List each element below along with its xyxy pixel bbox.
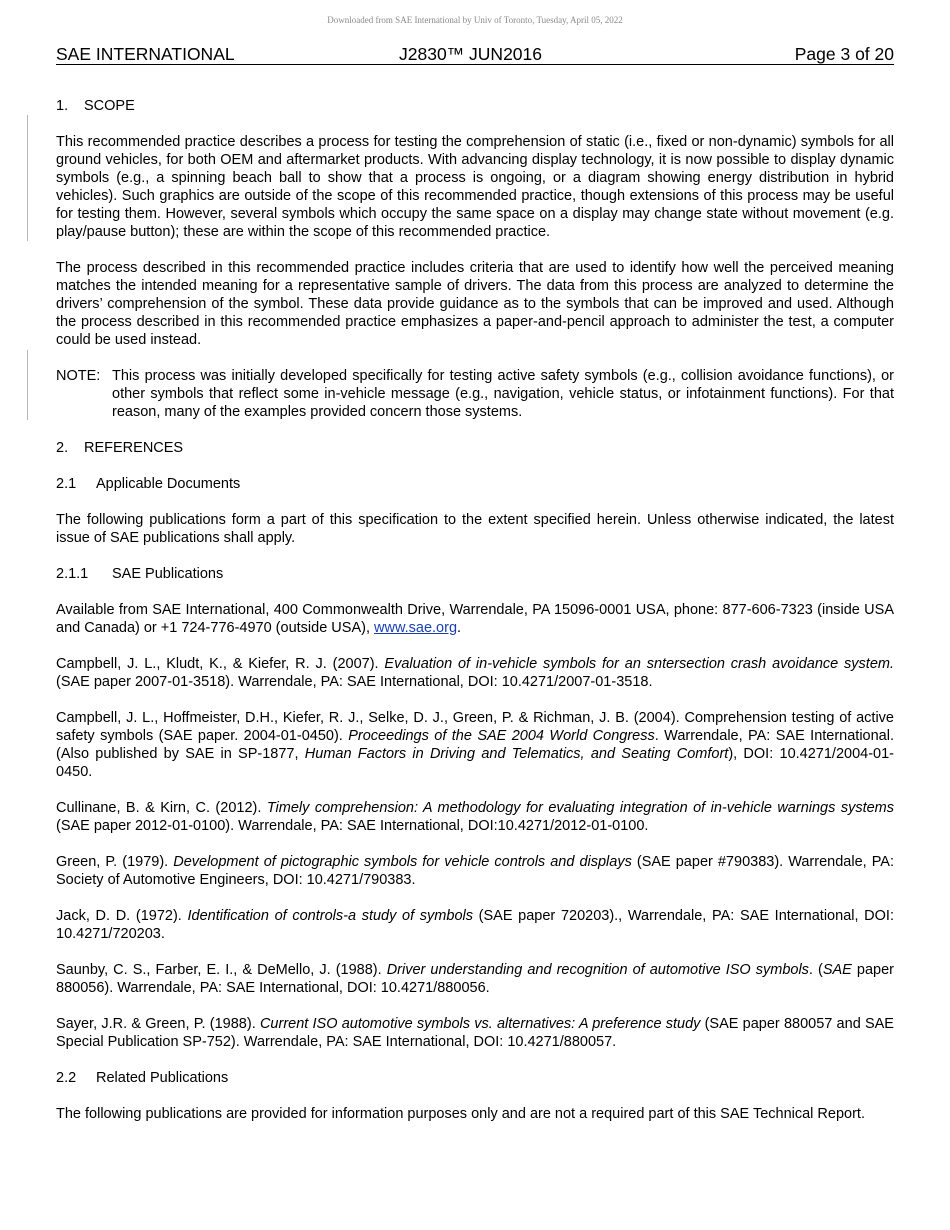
- reference-title: Identification of controls-a study of symbols: [187, 908, 473, 924]
- note-text: This process was initially developed specifically for testing active safety symbols (e.g., collision avoidance functions), or other symbols that reflect some in-vehicle message (e.g., navigation, vehicle status, or infotainment functions). For that reason, many of the examples provided concern those systems.: [112, 368, 894, 420]
- section-heading-scope: [56, 97, 894, 115]
- section-heading-related-publications: [56, 1069, 894, 1087]
- note-block: [56, 367, 894, 421]
- section-number: 2.1.1: [56, 566, 89, 582]
- document-body: [56, 97, 894, 1141]
- section-title: REFERENCES: [84, 440, 184, 456]
- section-title: SCOPE: [84, 98, 135, 114]
- reference-item: Cullinane, B. & Kirn, C. (2012). Timely comprehension: A methodology for evaluating integration of in-vehicle warnings systems (SAE paper 2012-01-0100). Warrendale, PA: SAE International, DOI:10.4271/2012-01-0100.: [56, 800, 894, 834]
- reference-title: SAE: [822, 962, 852, 978]
- sae-website-link[interactable]: www.sae.org: [374, 620, 458, 636]
- reference-title: Timely comprehension: A methodology for evaluating integration of in-vehicle warnings systems: [266, 800, 894, 816]
- reference-title: Evaluation of in-vehicle symbols for an sntersection crash avoidance system.: [384, 656, 894, 672]
- reference-title: Proceedings of the SAE 2004 World Congress: [348, 728, 655, 744]
- scope-paragraph-1: This recommended practice describes a process for testing the comprehension of static (i.e., fixed or non-dynamic) symbols for all ground vehicles, for both OEM and aftermarket products. With advancing display technology, it is now possible to display dynamic symbols (e.g., a spinning beach ball to show that a process is ongoing, or a diagram showing energy distribution in hybrid vehicles). Such graphics are outside of the scope of this recommended practice, though extensions of this process may be useful for testing them. However, several symbols which occupy the same space on a display may change state without movement (e.g. play/pause button); these are within the scope of this recommended practice.: [56, 134, 894, 240]
- change-bar: [27, 350, 28, 420]
- reference-item: Campbell, J. L., Kludt, K., & Kiefer, R. J. (2007). Evaluation of in-vehicle symbols for an sntersection crash avoidance system. (SAE paper 2007-01-3518). Warrendale, PA: SAE International, DOI: 10.4271/2007-01-3518.: [56, 656, 894, 690]
- reference-item: Saunby, C. S., Farber, E. I., & DeMello, J. (1988). Driver understanding and recognition of automotive ISO symbols. (SAE paper 880056). Warrendale, PA: SAE International, DOI: 10.4271/880056.: [56, 962, 894, 996]
- applicable-documents-text: The following publications form a part of this specification to the extent specified herein. Unless otherwise indicated, the latest issue of SAE publications shall apply.: [56, 512, 894, 546]
- section-number: 1.: [56, 98, 69, 114]
- section-number: 2.: [56, 440, 69, 456]
- section-number: 2.1: [56, 476, 77, 492]
- header-page-number: Page 3 of 20: [794, 44, 894, 64]
- reference-title: Current ISO automotive symbols vs. alternatives: A preference study: [259, 1016, 701, 1032]
- availability-text: Available from SAE International, 400 Commonwealth Drive, Warrendale, PA 15096-0001 USA, phone: 877-606-7323 (inside USA and Canada) or +1 724-776-4970 (outside USA),: [56, 602, 894, 636]
- reference-item: Green, P. (1979). Development of pictographic symbols for vehicle controls and displays (SAE paper #790383). Warrendale, PA: Society of Automotive Engineers, DOI: 10.4271/790383.: [56, 854, 894, 888]
- section-heading-applicable-documents: [56, 475, 894, 493]
- reference-item: Sayer, J.R. & Green, P. (1988). Current ISO automotive symbols vs. alternatives: A preference study (SAE paper 880057 and SAE Special Publication SP-752). Warrendale, PA: SAE International, DOI: 10.4271/880057.: [56, 1016, 894, 1050]
- related-publications-text: The following publications are provided for information purposes only and are not a required part of this SAE Technical Report.: [56, 1106, 865, 1122]
- section-title: SAE Publications: [112, 566, 224, 582]
- reference-item: Jack, D. D. (1972). Identification of controls-a study of symbols (SAE paper 720203)., Warrendale, PA: SAE International, DOI: 10.4271/720203.: [56, 908, 894, 942]
- scope-paragraph-2: The process described in this recommended practice includes criteria that are used to identify how well the perceived meaning matches the intended meaning for a representative sample of drivers. The data from this process are analyzed to determine the drivers’ comprehension of the symbol. These data provide guidance as to the symbols that can be improved and used. Although the process described in this recommended practice emphasizes a paper-and-pencil approach to administer the test, a computer could be used instead.: [56, 260, 894, 348]
- reference-item: Campbell, J. L., Hoffmeister, D.H., Kiefer, R. J., Selke, D. J., Green, P. & Richman, J. B. (2004). Comprehension testing of active safety symbols (SAE paper. 2004-01-0450). Proceedings of the SAE 2004 World Congress. Warrendale, PA: SAE International. (Also published by SAE in SP-1877, Human Factors in Driving and Telematics, and Seating Comfort), DOI: 10.4271/2004-01-0450.: [56, 710, 894, 780]
- header-document-id: J2830™ JUN2016: [399, 44, 542, 64]
- page-header: [56, 44, 894, 65]
- section-heading-references: [56, 439, 894, 457]
- availability-paragraph: Available from SAE International, 400 Commonwealth Drive, Warrendale, PA 15096-0001 USA, phone: 877-606-7323 (inside USA and Canada) or +1 724-776-4970 (outside USA), www.sae.org.: [56, 602, 894, 636]
- reference-title: Development of pictographic symbols for vehicle controls and displays: [173, 854, 632, 870]
- section-heading-sae-publications: [56, 565, 894, 583]
- header-organization: SAE INTERNATIONAL: [56, 44, 235, 64]
- reference-title: Human Factors in Driving and Telematics, and Seating Comfort: [304, 746, 729, 762]
- reference-list: [56, 655, 894, 1051]
- download-watermark: Downloaded from SAE International by Univ of Toronto, Tuesday, April 05, 2022: [327, 15, 623, 25]
- section-title: Related Publications: [96, 1070, 229, 1086]
- section-title: Applicable Documents: [96, 476, 241, 492]
- change-bar: [27, 115, 28, 241]
- reference-title: Driver understanding and recognition of automotive ISO symbols: [386, 962, 809, 978]
- note-label: NOTE:: [56, 368, 101, 384]
- section-number: 2.2: [56, 1070, 77, 1086]
